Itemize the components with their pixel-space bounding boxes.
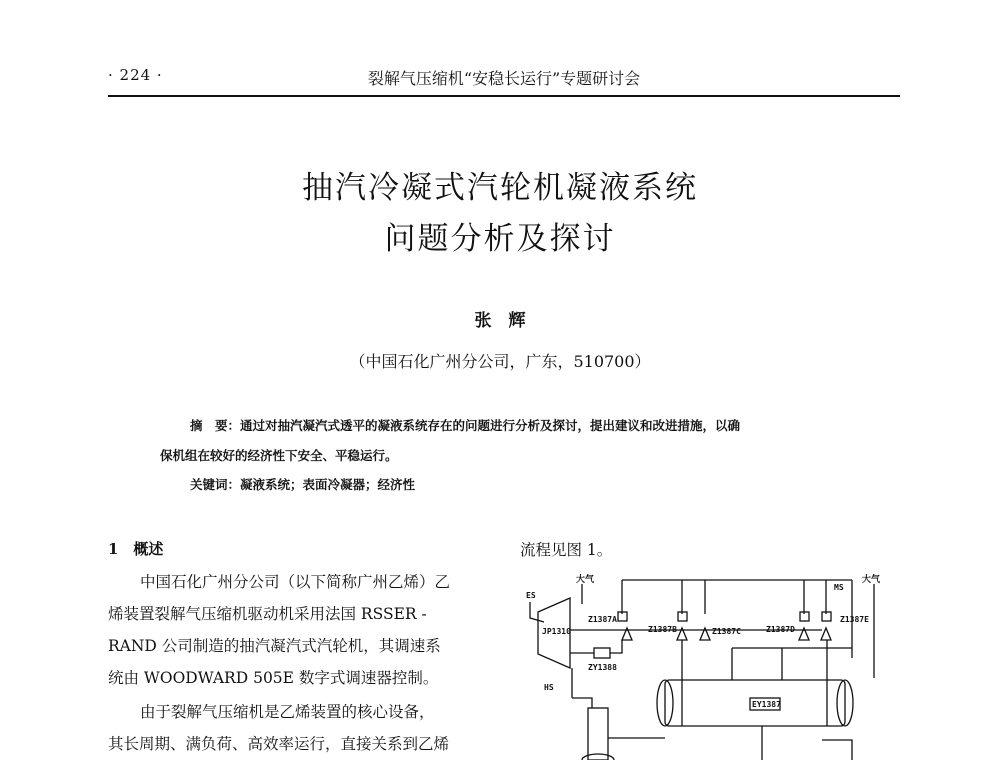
body-line: 由于裂解气压缩机是乙烯装置的核心设备， — [140, 703, 435, 721]
running-header — [108, 66, 900, 90]
label-z1387c: Z1387C — [712, 627, 741, 636]
body-line: 统由 WOODWARD 505E 数字式调速器控制。 — [108, 669, 439, 687]
author-name: 张 辉 — [474, 311, 526, 331]
abstract-line-2: 保机组在较好的经济性下安全、平稳运行。 — [160, 448, 398, 463]
label-z1387d: Z1387D — [766, 625, 795, 634]
body-line: RAND 公司制造的抽汽凝汽式汽轮机，其调速系 — [108, 637, 441, 655]
body-line: 其长周期、满负荷、高效率运行，直接关系到乙烯 — [108, 735, 450, 753]
body-line: 中国石化广州分公司（以下简称广州乙烯）乙 — [140, 573, 451, 591]
figure-reference-text: 流程见图 1。 — [520, 541, 613, 559]
label-z1387a: Z1387A — [588, 615, 617, 624]
header-rule — [108, 95, 900, 97]
label-atm-right: 大气 — [862, 575, 881, 585]
keywords-line: 关键词：凝液系统；表面冷凝器；经济性 — [190, 477, 416, 492]
page-number: · 224 · — [108, 66, 163, 84]
label-hs: HS — [544, 683, 554, 692]
abstract-line-1: 摘 要：通过对抽汽凝汽式透平的凝液系统存在的问题进行分析及探讨，提出建议和改进措施，以确 — [190, 418, 741, 433]
process-flow-diagram — [522, 568, 902, 760]
label-z1387e: Z1387E — [840, 615, 869, 624]
author-affiliation: （中国石化广州分公司，广东，510700） — [349, 352, 651, 371]
label-atm-left: 大气 — [576, 575, 595, 585]
label-ms: MS — [834, 583, 844, 592]
running-title: 裂解气压缩机“安稳长运行”专题研讨会 — [367, 69, 641, 88]
paper-title-line-1: 抽汽冷凝式汽轮机凝液系统 — [302, 170, 698, 206]
label-turbine: JP1310 — [542, 627, 571, 636]
body-line: 烯装置裂解气压缩机驱动机采用法国 RSSER - — [108, 605, 427, 623]
paper-title-line-2: 问题分析及探讨 — [384, 221, 616, 257]
label-condenser: EY1387 — [752, 700, 781, 709]
label-zy1388: ZY1388 — [588, 663, 617, 672]
label-es: ES — [526, 591, 536, 600]
label-z1387b: Z1387B — [648, 625, 677, 634]
section-heading: 1 概述 — [108, 540, 164, 558]
